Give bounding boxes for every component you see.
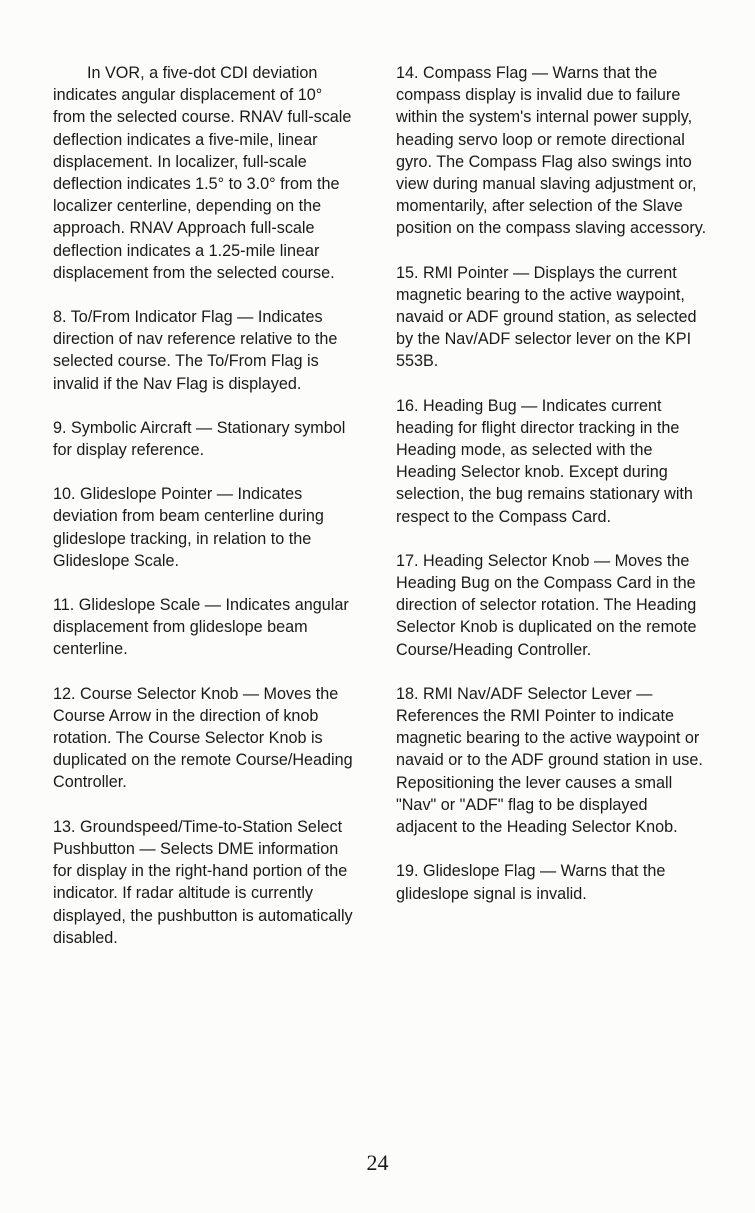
item-14-compass-flag: 14. Compass Flag — Warns that the compass display is invalid due to failure within the system's internal power supply, heading servo loop or remote directional gyro. The Compass Flag also swings into view during manual slaving adjustment or, momentarily, after selection of the Slave position on the compass slaving accessory. xyxy=(396,64,707,238)
left-column xyxy=(53,62,353,971)
item-11-glideslope-scale: 11. Glideslope Scale — Indicates angular displacement from glideslope beam centerline. xyxy=(53,596,349,659)
item-16-heading-bug: 16. Heading Bug — Indicates current heading for flight director tracking in the Heading mode, as selected with the Heading Selector knob. Except during selection, the bug remains stationary with respect to the Compass Card. xyxy=(396,396,693,526)
item-18-rmi-nav-adf-selector-lever: 18. RMI Nav/ADF Selector Lever — References the RMI Pointer to indicate magnetic bearing to the active waypoint or navaid or to the ADF ground station in use. Repositioning the lever causes a small "Nav" or "ADF" flag to be displayed adjacent to the Heading Selector Knob. xyxy=(396,684,703,837)
item-15-rmi-pointer: 15. RMI Pointer — Displays the current magnetic bearing to the active waypoint, navaid or ADF ground station, as selected by the Nav/ADF selector lever on the KPI 553B. xyxy=(396,263,697,371)
item-13-groundspeed-select-pushbutton: 13. Groundspeed/Time-to-Station Select Pushbutton — Selects DME information for display in the right-hand portion of the indicator. If radar altitude is currently displayed, the pushbutton is automatically disabled. xyxy=(53,817,353,947)
item-19-glideslope-flag: 19. Glideslope Flag — Warns that the glideslope signal is invalid. xyxy=(396,862,666,903)
item-10-glideslope-pointer: 10. Glideslope Pointer — Indicates deviation from beam centerline during glideslope tracking, in relation to the Glideslope Scale. xyxy=(53,485,324,570)
item-12-course-selector-knob: 12. Course Selector Knob — Moves the Course Arrow in the direction of knob rotation. The Course Selector Knob is duplicated on the remote Course/Heading Controller. xyxy=(53,684,353,792)
item-8-to-from-indicator-flag: 8. To/From Indicator Flag — Indicates direction of nav reference relative to the selected course. The To/From Flag is invalid if the Nav Flag is displayed. xyxy=(53,308,338,393)
right-column xyxy=(396,62,708,927)
intro-paragraph: In VOR, a five-dot CDI deviation indicates angular displacement of 10° from the selected course. RNAV full-scale deflection indicates a five-mile, linear displacement. In localizer, full-scale deflection indicates 1.5° to 3.0° from the localizer centerline, depending on the approach. RNAV Approach full-scale deflection indicates a 1.25-mile linear displacement from the selected course. xyxy=(53,64,352,282)
page-number: 24 xyxy=(366,1150,389,1175)
item-17-heading-selector-knob: 17. Heading Selector Knob — Moves the Heading Bug on the Compass Card in the direction of selector rotation. The Heading Selector Knob is duplicated on the remote Course/Heading Controller. xyxy=(396,551,697,659)
item-9-symbolic-aircraft: 9. Symbolic Aircraft — Stationary symbol for display reference. xyxy=(53,418,346,460)
